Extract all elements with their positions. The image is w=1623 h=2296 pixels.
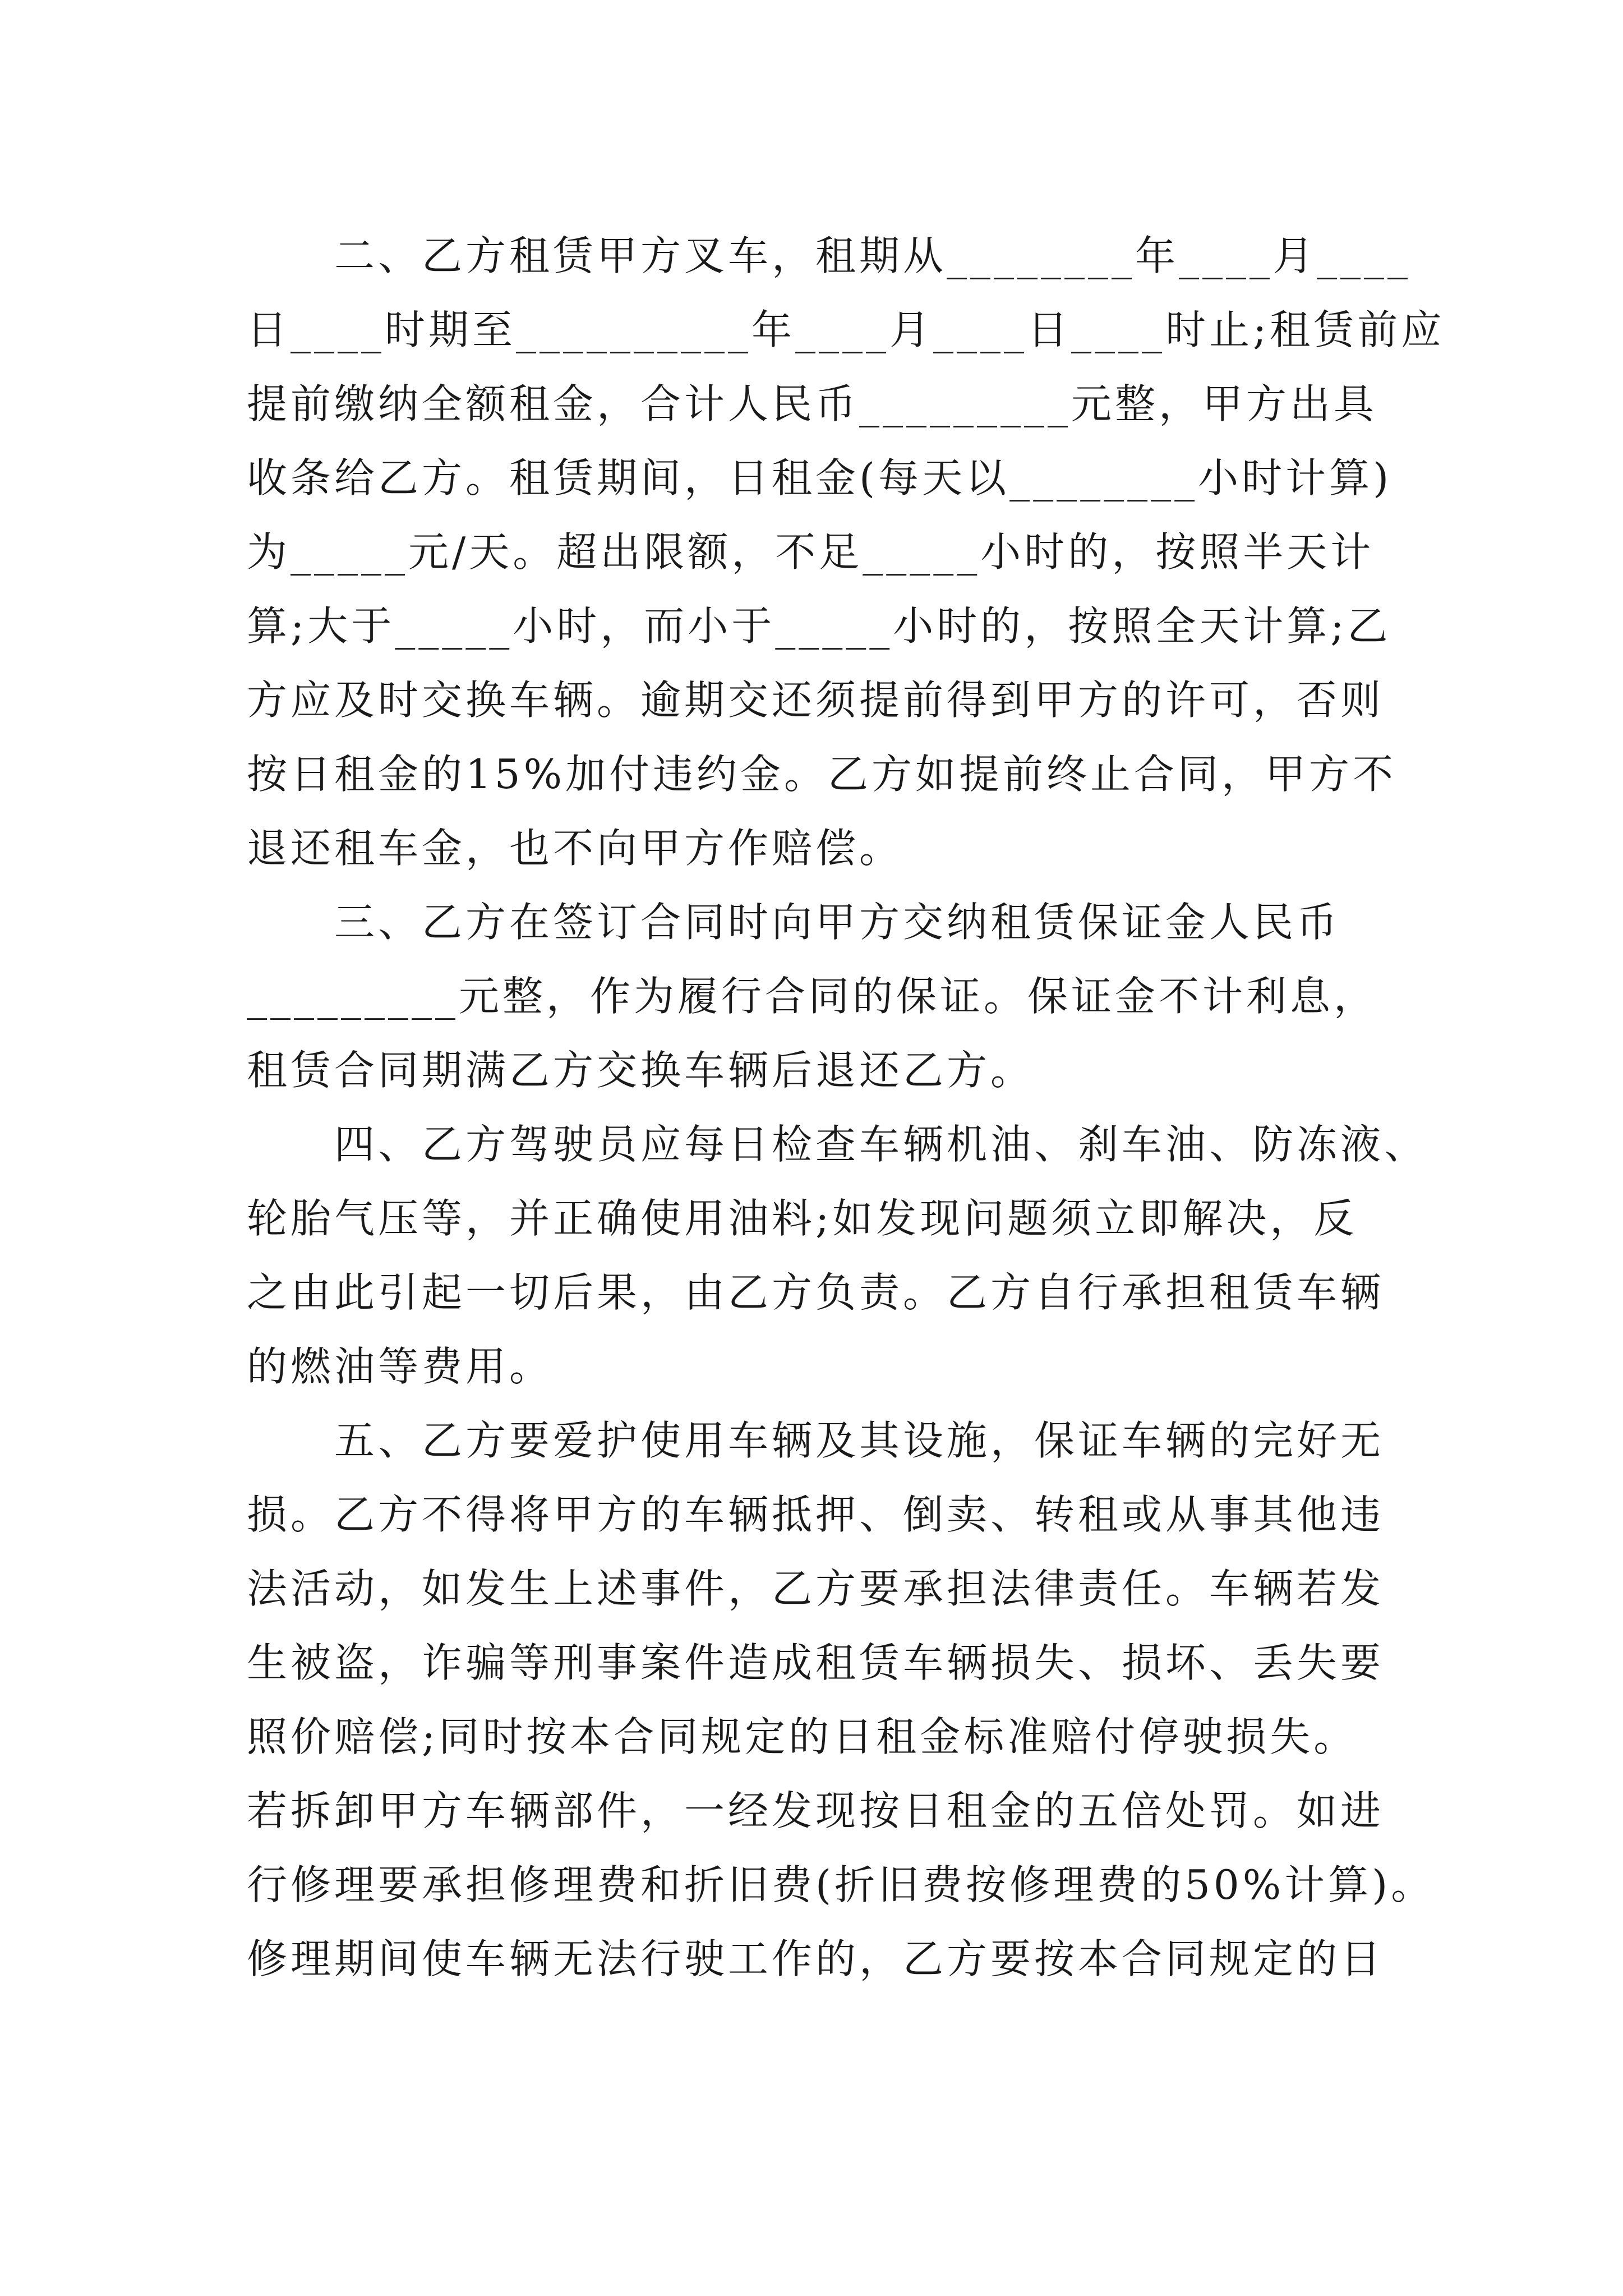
text-line: 照价赔偿;同时按本合同规定的日租金标准赔付停驶损失。 bbox=[247, 1713, 1358, 1760]
clause-3-paragraph bbox=[247, 885, 1391, 1107]
text-line: 之由此引起一切后果，由乙方负责。乙方自行承担租赁车辆 bbox=[247, 1269, 1385, 1316]
clause-5-paragraph bbox=[247, 1404, 1435, 1996]
text-line: 二、乙方租赁甲方叉车，租期从________年____月____ bbox=[247, 232, 1412, 279]
text-line: 五、乙方要爱护使用车辆及其设施，保证车辆的完好无 bbox=[247, 1417, 1385, 1464]
document-body bbox=[247, 219, 1445, 1996]
text-line: 损。乙方不得将甲方的车辆抵押、倒卖、转租或从事其他违 bbox=[247, 1491, 1385, 1538]
text-line: 为_____元/天。超出限额，不足_____小时的，按照半天计 bbox=[247, 528, 1375, 576]
text-line: 提前缴纳全额租金，合计人民币_________元整，甲方出具 bbox=[247, 380, 1378, 427]
text-line: 若拆卸甲方车辆部件，一经发现按日租金的五倍处罚。如进 bbox=[247, 1787, 1385, 1834]
text-line: 退还租车金，也不向甲方作赔偿。 bbox=[247, 825, 903, 872]
text-line: 方应及时交换车辆。逾期交还须提前得到甲方的许可，否则 bbox=[247, 677, 1385, 724]
text-line: 按日租金的15%加付违约金。乙方如提前终止合同，甲方不 bbox=[247, 751, 1397, 798]
text-line: 的燃油等费用。 bbox=[247, 1343, 554, 1390]
text-line: 法活动，如发生上述事件，乙方要承担法律责任。车辆若发 bbox=[247, 1565, 1385, 1612]
clause-2-paragraph bbox=[247, 219, 1445, 885]
text-line: 收条给乙方。租赁期间，日租金(每天以________小时计算) bbox=[247, 454, 1393, 501]
text-line: 轮胎气压等，并正确使用油料;如发现问题须立即解决，反 bbox=[247, 1195, 1358, 1242]
clause-4-paragraph bbox=[247, 1107, 1428, 1404]
text-line: _________元整，作为履行合同的保证。保证金不计利息， bbox=[247, 973, 1378, 1020]
text-line: 四、乙方驾驶员应每日检查车辆机油、刹车油、防冻液、 bbox=[247, 1121, 1428, 1168]
text-line: 租赁合同期满乙方交换车辆后退还乙方。 bbox=[247, 1047, 1035, 1094]
text-line: 日____时期至__________年____月____日____时止;租赁前应 bbox=[247, 306, 1445, 353]
text-line: 三、乙方在签订合同时向甲方交纳租赁保证金人民币 bbox=[247, 899, 1341, 946]
text-line: 生被盗，诈骗等刑事案件造成租赁车辆损失、损坏、丢失要 bbox=[247, 1639, 1385, 1686]
text-line: 行修理要承担修理费和折旧费(折旧费按修理费的50%计算)。 bbox=[247, 1861, 1435, 1908]
text-line: 算;大于_____小时，而小于_____小时的，按照全天计算;乙 bbox=[247, 602, 1391, 650]
text-line: 修理期间使车辆无法行驶工作的，乙方要按本合同规定的日 bbox=[247, 1935, 1385, 1982]
